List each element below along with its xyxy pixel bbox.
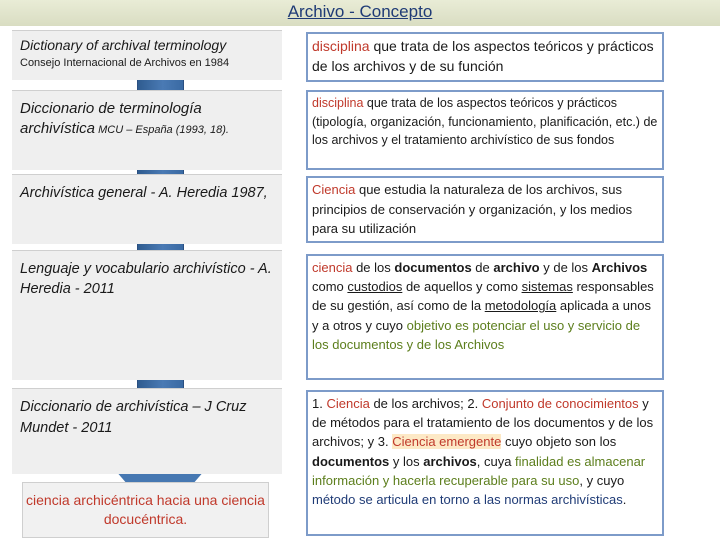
source-box-3	[12, 174, 282, 244]
source-box-4	[12, 250, 282, 380]
definition-bold: archivos	[423, 453, 477, 469]
definition-text: cuyo objeto son los	[501, 434, 617, 450]
source-title: Archivística general - A. Heredia 1987,	[20, 185, 268, 201]
source-note: Consejo Internacional de Archivos en 1984	[20, 57, 230, 69]
source-box-2	[12, 90, 282, 170]
definition-bold: Archivos	[591, 260, 648, 275]
page-title: Archivo - Concepto	[287, 2, 433, 21]
definition-keyword: ciencia	[312, 260, 353, 275]
definition-text: como	[312, 279, 348, 295]
conclusion-text: ciencia archicéntrica hacia una ciencia docucéntrica.	[26, 492, 265, 527]
source-title	[20, 99, 274, 140]
definition-underlined: metodología	[484, 298, 557, 314]
source-title-text: Diccionario de terminología archivística	[20, 100, 202, 137]
definition-underlined: custodios	[347, 279, 403, 295]
definition-keyword: Conjunto de conocimientos	[481, 396, 639, 411]
definition-text: , cuya	[476, 453, 516, 469]
definition-text: y de los	[539, 260, 592, 275]
definition-text: 1.	[312, 396, 327, 411]
definition-highlight: objetivo es potenciar el uso y servicio de los documentos y de los Archivos	[312, 317, 641, 352]
definition-text: de los archivos; 2.	[369, 396, 482, 411]
definition-keyword: disciplina	[312, 96, 364, 110]
definition-box-5	[306, 390, 664, 536]
definition-text: responsables de su gestión, así como de la	[312, 279, 654, 314]
title-bar	[0, 0, 720, 26]
conclusion-box	[22, 482, 269, 538]
definition-bold: archivo	[493, 260, 540, 275]
definition-text: aplicada a unos y a otros y cuyo	[312, 298, 651, 333]
definition-bold: documentos	[312, 453, 390, 469]
definition-box-1	[306, 32, 664, 82]
definition-method: método se articula en torno a las normas archivísticas	[312, 492, 623, 508]
definition-highlight: finalidad es almacenar información y hacerla recuperable para su uso	[312, 453, 646, 488]
source-title: Lenguaje y vocabulario archivístico - A. Heredia - 2011	[20, 261, 272, 297]
definition-keyword: Ciencia	[326, 396, 370, 411]
definition-text: y de métodos para el tratamiento de los documentos y de los archivos; y 3.	[312, 396, 654, 450]
definition-text: de aquellos y como	[402, 279, 522, 295]
definition-text: , y cuyo	[579, 472, 625, 488]
definition-keyword: Ciencia emergente	[392, 434, 502, 450]
source-title: Dictionary of archival terminology	[20, 37, 227, 53]
definition-underlined: sistemas	[521, 279, 573, 295]
definition-text: que estudia la naturaleza de los archivos, sus principios de conservación y organización, y los medios para su utilización	[312, 182, 633, 236]
definition-text: de los	[352, 260, 395, 275]
definition-text: que trata de los aspectos teóricos y prácticos (tipología, organización, funcionamiento, planificación, etc.) de los archivos y el tratamiento archivístico de sus fondos	[312, 96, 658, 147]
definition-text: que trata de los aspectos teóricos y prácticos de los archivos y de su función	[312, 38, 654, 74]
definition-text: de	[471, 260, 494, 275]
definition-text: y los	[389, 453, 424, 469]
definition-text: .	[622, 492, 627, 508]
definition-keyword: Ciencia	[312, 182, 356, 197]
definition-box-4	[306, 254, 664, 380]
source-title: Diccionario de archivística – J Cruz Mundet - 2011	[20, 399, 247, 436]
source-note: MCU – España (1993, 18).	[95, 124, 229, 136]
definition-keyword: disciplina	[312, 38, 370, 54]
definition-bold: documentos	[394, 260, 472, 275]
source-box-1	[12, 30, 282, 80]
source-box-5	[12, 388, 282, 474]
definition-box-2	[306, 90, 664, 170]
definition-box-3	[306, 176, 664, 243]
